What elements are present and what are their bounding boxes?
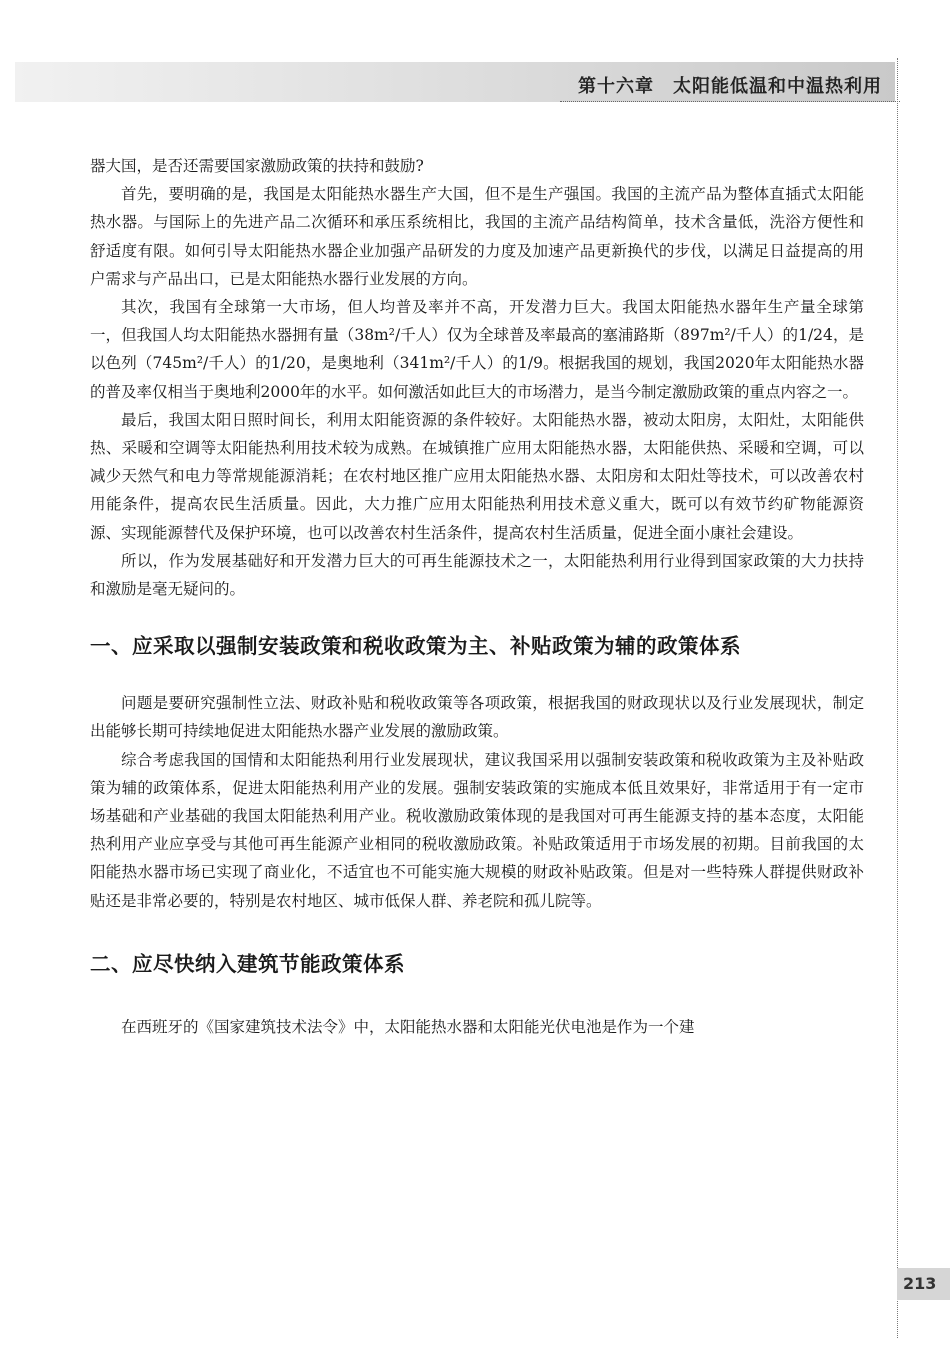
paragraph: 首先，要明确的是，我国是太阳能热水器生产大国，但不是生产强国。我国的主流产品为整体直插式太阳能热水器。与国际上的先进产品二次循环和承压系统相比，我国的主流产品结构简单，技术含量低，洗浴方便性和舒适度有限。如何引导太阳能热水器企业加强产品研发的力度及加速产品更新换代的步伐，以满足日益提高的用户需求与产品出口，已是太阳能热水器行业发展的方向。 xyxy=(90,185,864,288)
chapter-title: 第十六章 太阳能低温和中温热利用 xyxy=(578,76,882,97)
paragraph: 器大国，是否还需要国家激励政策的扶持和鼓励? xyxy=(90,157,424,175)
header-dotted-rule xyxy=(560,101,900,102)
section-heading-wrapper xyxy=(90,946,864,982)
section-heading: 一、应采取以强制安装政策和税收政策为主、补贴政策为辅的政策体系 xyxy=(90,634,741,659)
paragraph: 最后，我国太阳日照时间长，利用太阳能资源的条件较好。太阳能热水器，被动太阳房，太阳灶，太阳能供热、采暖和空调等太阳能热利用技术较为成熟。在城镇推广应用太阳能热水器，太阳能供热、采暖和空调，可以减少天然气和电力等常规能源消耗；在农村地区推广应用太阳能热水器、太阳房和太阳灶等技术，可以改善农村用能条件，提高农民生活质量。因此，大力推广应用太阳能热利用技术意义重大，既可以有效节约矿物能源资源、实现能源替代及保护环境，也可以改善农村生活条件，提高农村生活质量，促进全面小康社会建设。 xyxy=(90,410,864,542)
paragraph: 问题是要研究强制性立法、财政补贴和税收政策等各项政策，根据我国的财政现状以及行业发展现状，制定出能够长期可持续地促进太阳能热水器产业发展的激励政策。 xyxy=(90,694,864,741)
section-heading: 二、应尽快纳入建筑节能政策体系 xyxy=(90,951,405,976)
paragraph: 其次，我国有全球第一大市场，但人均普及率并不高，开发潜力巨大。我国太阳能热水器年生产量全球第一，但我国人均太阳能热水器拥有量（38m²/千人）仅为全球普及率最高的塞浦路斯（897m²/千人）的1/24，是以色列（745m²/千人）的1/20，是奥地利（341m²/千人）的1/9。根据我国的规划，我国2020年太阳能热水器的普及率仅相当于奥地利2000年的水平。如何激活如此巨大的市场潜力，是当今制定激励政策的重点内容之一。 xyxy=(90,298,864,401)
page-body xyxy=(90,152,864,1041)
page-number: 213 xyxy=(897,1268,950,1300)
section-heading-wrapper xyxy=(90,628,864,664)
paragraph: 在西班牙的《国家建筑技术法令》中，太阳能热水器和太阳能光伏电池是作为一个建 xyxy=(121,1017,695,1036)
margin-dotted-rule xyxy=(897,58,898,1338)
paragraph: 所以，作为发展基础好和开发潜力巨大的可再生能源技术之一，太阳能热利用行业得到国家政策的大力扶持和激励是毫无疑问的。 xyxy=(90,551,864,599)
paragraph: 综合考虑我国的国情和太阳能热利用行业发展现状，建议我国采用以强制安装政策和税收政策为主及补贴政策为辅的政策体系，促进太阳能热利用产业的发展。强制安装政策的实施成本低且效果好，非常适用于有一定市场基础和产业基础的我国太阳能热利用产业。税收激励政策体现的是我国对可再生能源支持的基本态度，太阳能热利用产业应享受与其他可再生能源产业相同的税收激励政策。补贴政策适用于市场发展的初期。目前我国的太阳能热水器市场已实现了商业化，不适宜也不可能实施大规模的财政补贴政策。但是对一些特殊人群提供财政补贴还是非常必要的，特别是农村地区、城市低保人群、养老院和孤儿院等。 xyxy=(90,750,864,910)
